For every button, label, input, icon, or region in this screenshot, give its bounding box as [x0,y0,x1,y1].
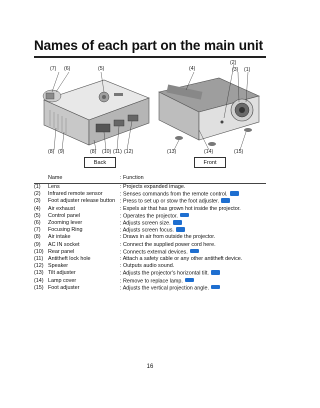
callout-11: (11) [113,149,122,155]
row-function [120,285,220,293]
table-row [34,242,266,249]
row-function-text: : Remove to replace lamp. [120,278,183,285]
page-reference-icon[interactable] [211,270,220,275]
page-reference-icon[interactable] [173,220,182,225]
table-row [34,227,266,234]
row-number: (8) [34,234,41,241]
title-rule [34,56,266,58]
row-number: (9) [34,241,41,248]
projector-back-view [43,72,149,150]
callout-15: (15) [234,149,244,155]
table-row [34,184,266,191]
page-reference-icon[interactable] [230,191,239,196]
row-name: Speaker [48,263,69,270]
row-number: (7) [34,227,41,234]
projector-front-view [159,64,259,150]
page-number: 16 [146,364,154,370]
row-number: (10) [34,248,44,255]
row-number: (13) [34,270,44,277]
row-function-text: : Connect the supplied power cord here. [120,241,216,248]
table-header [34,175,266,182]
row-function [120,242,216,249]
row-function-text: : Expels air that has grown hot inside the projector. [120,205,241,212]
callout-4: (4) [189,66,196,72]
page-title: Names of each part on the main unit [34,38,264,53]
row-name: AC IN socket [48,241,80,248]
table-row [34,234,266,241]
row-function-text: : Senses commands from the remote control. [120,191,228,198]
callout-2: (2) [230,60,237,66]
row-function [120,184,185,191]
callout-10: (10) [102,149,112,155]
row-name: Air exhaust [48,205,75,212]
row-number: (14) [34,277,44,284]
table-row [34,263,266,270]
row-name: Lens [48,184,60,190]
row-number: (2) [34,191,41,198]
row-name: Focusing Ring [48,227,83,234]
page-reference-icon[interactable] [190,249,199,254]
page-reference-icon[interactable] [221,198,230,203]
back-label-text: Back [93,160,107,166]
callout-3: (3) [232,67,239,73]
row-function-text: : Projects expanded image. [120,184,186,190]
page-reference-icon[interactable] [185,278,194,283]
table-row [34,191,266,198]
row-name: Rear panel [48,248,75,255]
callout-13: (13) [167,149,177,155]
page-reference-icon[interactable] [180,213,189,218]
header-name: Name [48,175,63,181]
front-view-label [194,157,226,168]
row-function [120,256,242,263]
callout-7: (7) [50,66,57,72]
callout-6: (6) [64,66,71,72]
row-function-text: : Attach a safety cable or any other antitheft device. [120,256,243,262]
row-function [120,234,215,241]
callout-9: (9) [58,149,65,155]
front-label-text: Front [203,160,217,166]
row-name: Zooming lever [48,220,83,226]
row-number: (4) [34,205,41,212]
row-function-text: : Adjusts screen size. [120,220,171,227]
callout-14: (14) [204,149,214,155]
table-row [34,249,266,256]
row-function-text: : Outputs audio sound. [120,263,175,270]
projector-illustration [34,60,266,170]
callout-12: (12) [124,149,134,155]
row-function-text: : Press to set up or stow the foot adjuster. [120,198,220,205]
table-row [34,278,266,285]
callout-5: (5) [98,66,105,72]
header-function: : Function [120,175,144,181]
callout-8b: (8) [90,149,97,155]
back-view-label [84,157,116,168]
row-number: (3) [34,198,41,205]
row-number: (12) [34,263,44,270]
row-name: Antitheft lock hole [48,256,91,262]
row-number: (6) [34,220,41,226]
table-row [34,256,266,263]
row-function-text: : Adjusts the projector's horizontal tilt. [120,270,209,277]
row-number: (5) [34,212,41,219]
row-name: Control panel [48,212,81,219]
callout-1: (1) [244,67,251,73]
table-row [34,220,266,227]
row-name: Air intake [48,234,71,241]
table-row [34,198,266,205]
table-row [34,206,266,213]
row-function-text: : Adjusts screen focus. [120,227,174,234]
row-number: (1) [34,184,41,190]
page-reference-icon[interactable] [176,227,185,232]
callout-8a: (8) [48,149,55,155]
row-name: Lamp cover [48,277,77,284]
projector-figure [34,60,266,175]
row-function [120,206,241,213]
row-number: (11) [34,256,44,262]
row-function-text: : Adjusts the vertical projection angle. [120,285,209,292]
table-row [34,285,266,292]
row-name: Foot adjuster release button [48,198,116,205]
table-row [34,213,266,220]
row-function-text: : Draws in air from outside the projector. [120,234,216,241]
row-name: Infrared remote sensor [48,191,103,198]
row-number: (15) [34,284,44,291]
row-function-text: : Operates the projector. [120,213,178,220]
row-name: Foot adjuster [48,284,80,291]
row-name: Tilt adjuster [48,270,76,277]
row-function [120,263,174,270]
table-row [34,270,266,277]
row-function-text: : Connects external devices. [120,249,188,256]
page-reference-icon[interactable] [211,285,220,290]
